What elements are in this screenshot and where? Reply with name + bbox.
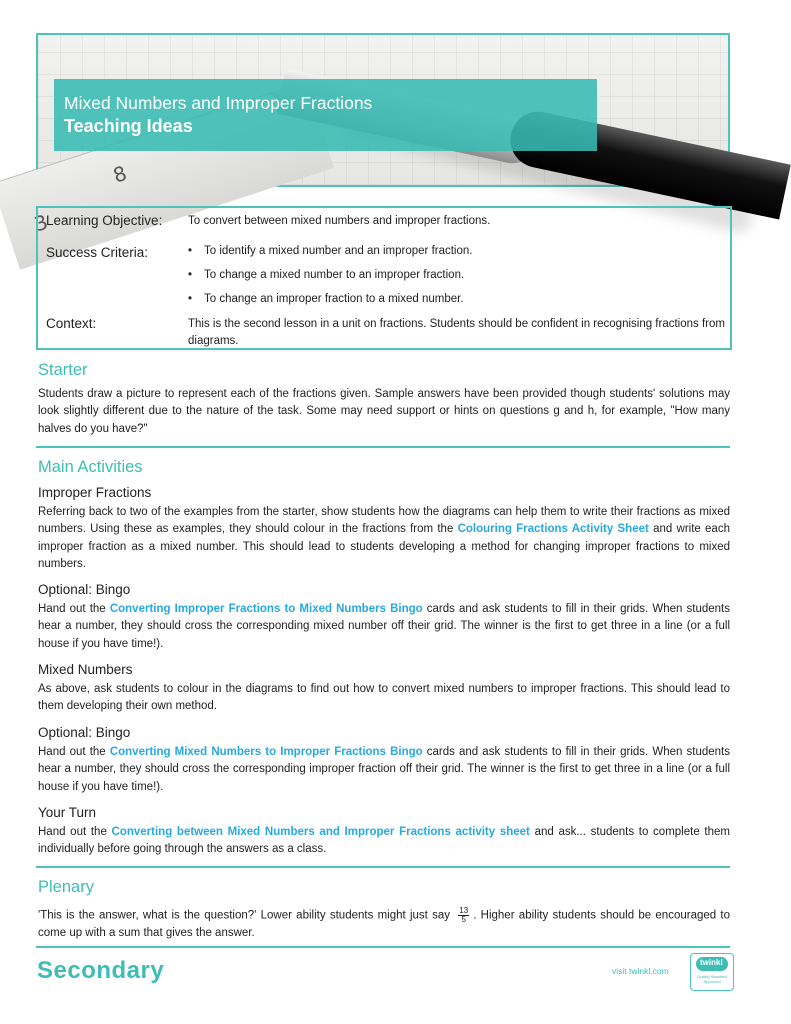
twinkl-link[interactable]: visit twinkl.com — [612, 966, 669, 976]
improper-fractions-heading: Improper Fractions — [38, 485, 152, 500]
fraction: $\frac{13}{5}$ — [459, 906, 469, 924]
success-criteria-item: • To identify a mixed number and an improper fraction. — [188, 245, 473, 257]
learning-objective-label: Learning Objective: — [46, 213, 163, 228]
your-turn-heading: Your Turn — [38, 805, 97, 820]
badge-text: Quality Standard Approved — [697, 974, 727, 984]
learning-objective-text: To convert between mixed numbers and improper fractions. — [188, 215, 491, 227]
success-criteria-label: Success Criteria: — [46, 245, 149, 260]
bingo2-text: Hand out the Converting Mixed Numbers to Improper Fractions Bingo cards and ask students to fill in their grids. When students hear a number, they should cross the corresponding improper fraction off their grid. The winner is the first to get three in a line (or a full house if you have time!). — [38, 746, 730, 793]
divider — [36, 446, 730, 448]
divider — [36, 866, 730, 868]
plenary-text: 'This is the answer, what is the question?' Lower ability students might just say $\frac{13}{5}$ . Higher ability students should be encouraged to come up with a sum that gives the answer. — [38, 906, 731, 939]
secondary-logo: Secondary — [37, 957, 165, 984]
success-criteria-item: • To change a mixed number to an improper fraction. — [188, 269, 465, 281]
mixed-to-improper-bingo-link[interactable]: Converting Mixed Numbers to Improper Fractions Bingo — [109, 746, 423, 758]
bingo2-heading: Optional: Bingo — [38, 725, 131, 740]
bingo1-heading: Optional: Bingo — [38, 582, 131, 597]
mixed-numbers-text: As above, ask students to colour in the diagrams to find out how to convert mixed numbers to improper fractions. This should lead to them developing their own method. — [38, 683, 730, 713]
colouring-fractions-link[interactable]: Colouring Fractions Activity Sheet — [457, 523, 649, 536]
context-text: This is the second lesson in a unit on fractions. Students should be confident in recognising fractions from diagrams. — [188, 318, 725, 347]
your-turn-text: Hand out the Converting between Mixed Numbers and Improper Fractions activity sheet and ask... students to complete them individually before going through the answers as a class. — [38, 826, 730, 856]
mixed-numbers-heading: Mixed Numbers — [38, 662, 133, 677]
twinkl-logo: twinkl — [696, 957, 728, 971]
page-subtitle: Teaching Ideas — [64, 116, 193, 136]
activity-sheet-link[interactable]: Converting between Mixed Numbers and Improper Fractions activity sheet — [111, 826, 530, 838]
improper-fractions-text: Referring back to two of the examples from the starter, show students how the diagrams can help them to write their fractions as mixed numbers. Using these as examples, they should colour in the fractions from the Colouring Fractions Activity Sheet and write each improper fraction as a mixed number. This should lead to students developing a method for changing improper fractions to mixed numbers. — [38, 506, 730, 570]
page-title: Mixed Numbers and Improper Fractions — [64, 93, 373, 113]
starter-heading: Starter — [38, 361, 88, 379]
ruler-number: 3 — [31, 209, 51, 237]
success-criteria-item: • To change an improper fraction to a mixed number. — [188, 293, 464, 305]
plenary-heading: Plenary — [38, 878, 94, 896]
improper-to-mixed-bingo-link[interactable]: Converting Improper Fractions to Mixed Numbers Bingo — [109, 603, 423, 615]
context-label: Context: — [46, 316, 97, 331]
main-activities-heading: Main Activities — [38, 458, 143, 476]
bingo1-text: Hand out the Converting Improper Fractions to Mixed Numbers Bingo cards and ask students to fill in their grids. When students hear a number, they should cross the corresponding mixed number off their grid. The winner is the first to get three in a line (or a full house if you have time!). — [38, 603, 730, 650]
quality-badge — [690, 953, 734, 991]
objectives-box — [36, 206, 732, 350]
ruler-number: 8 — [110, 160, 130, 188]
starter-text: Students draw a picture to represent each of the fractions given. Sample answers have been provided though students' solutions may look slightly different due to the nature of the task. Some may need support or hints on questions g and h, for example, "How many halves do you have?" — [38, 388, 730, 435]
divider — [36, 946, 730, 948]
title-box — [54, 79, 597, 151]
